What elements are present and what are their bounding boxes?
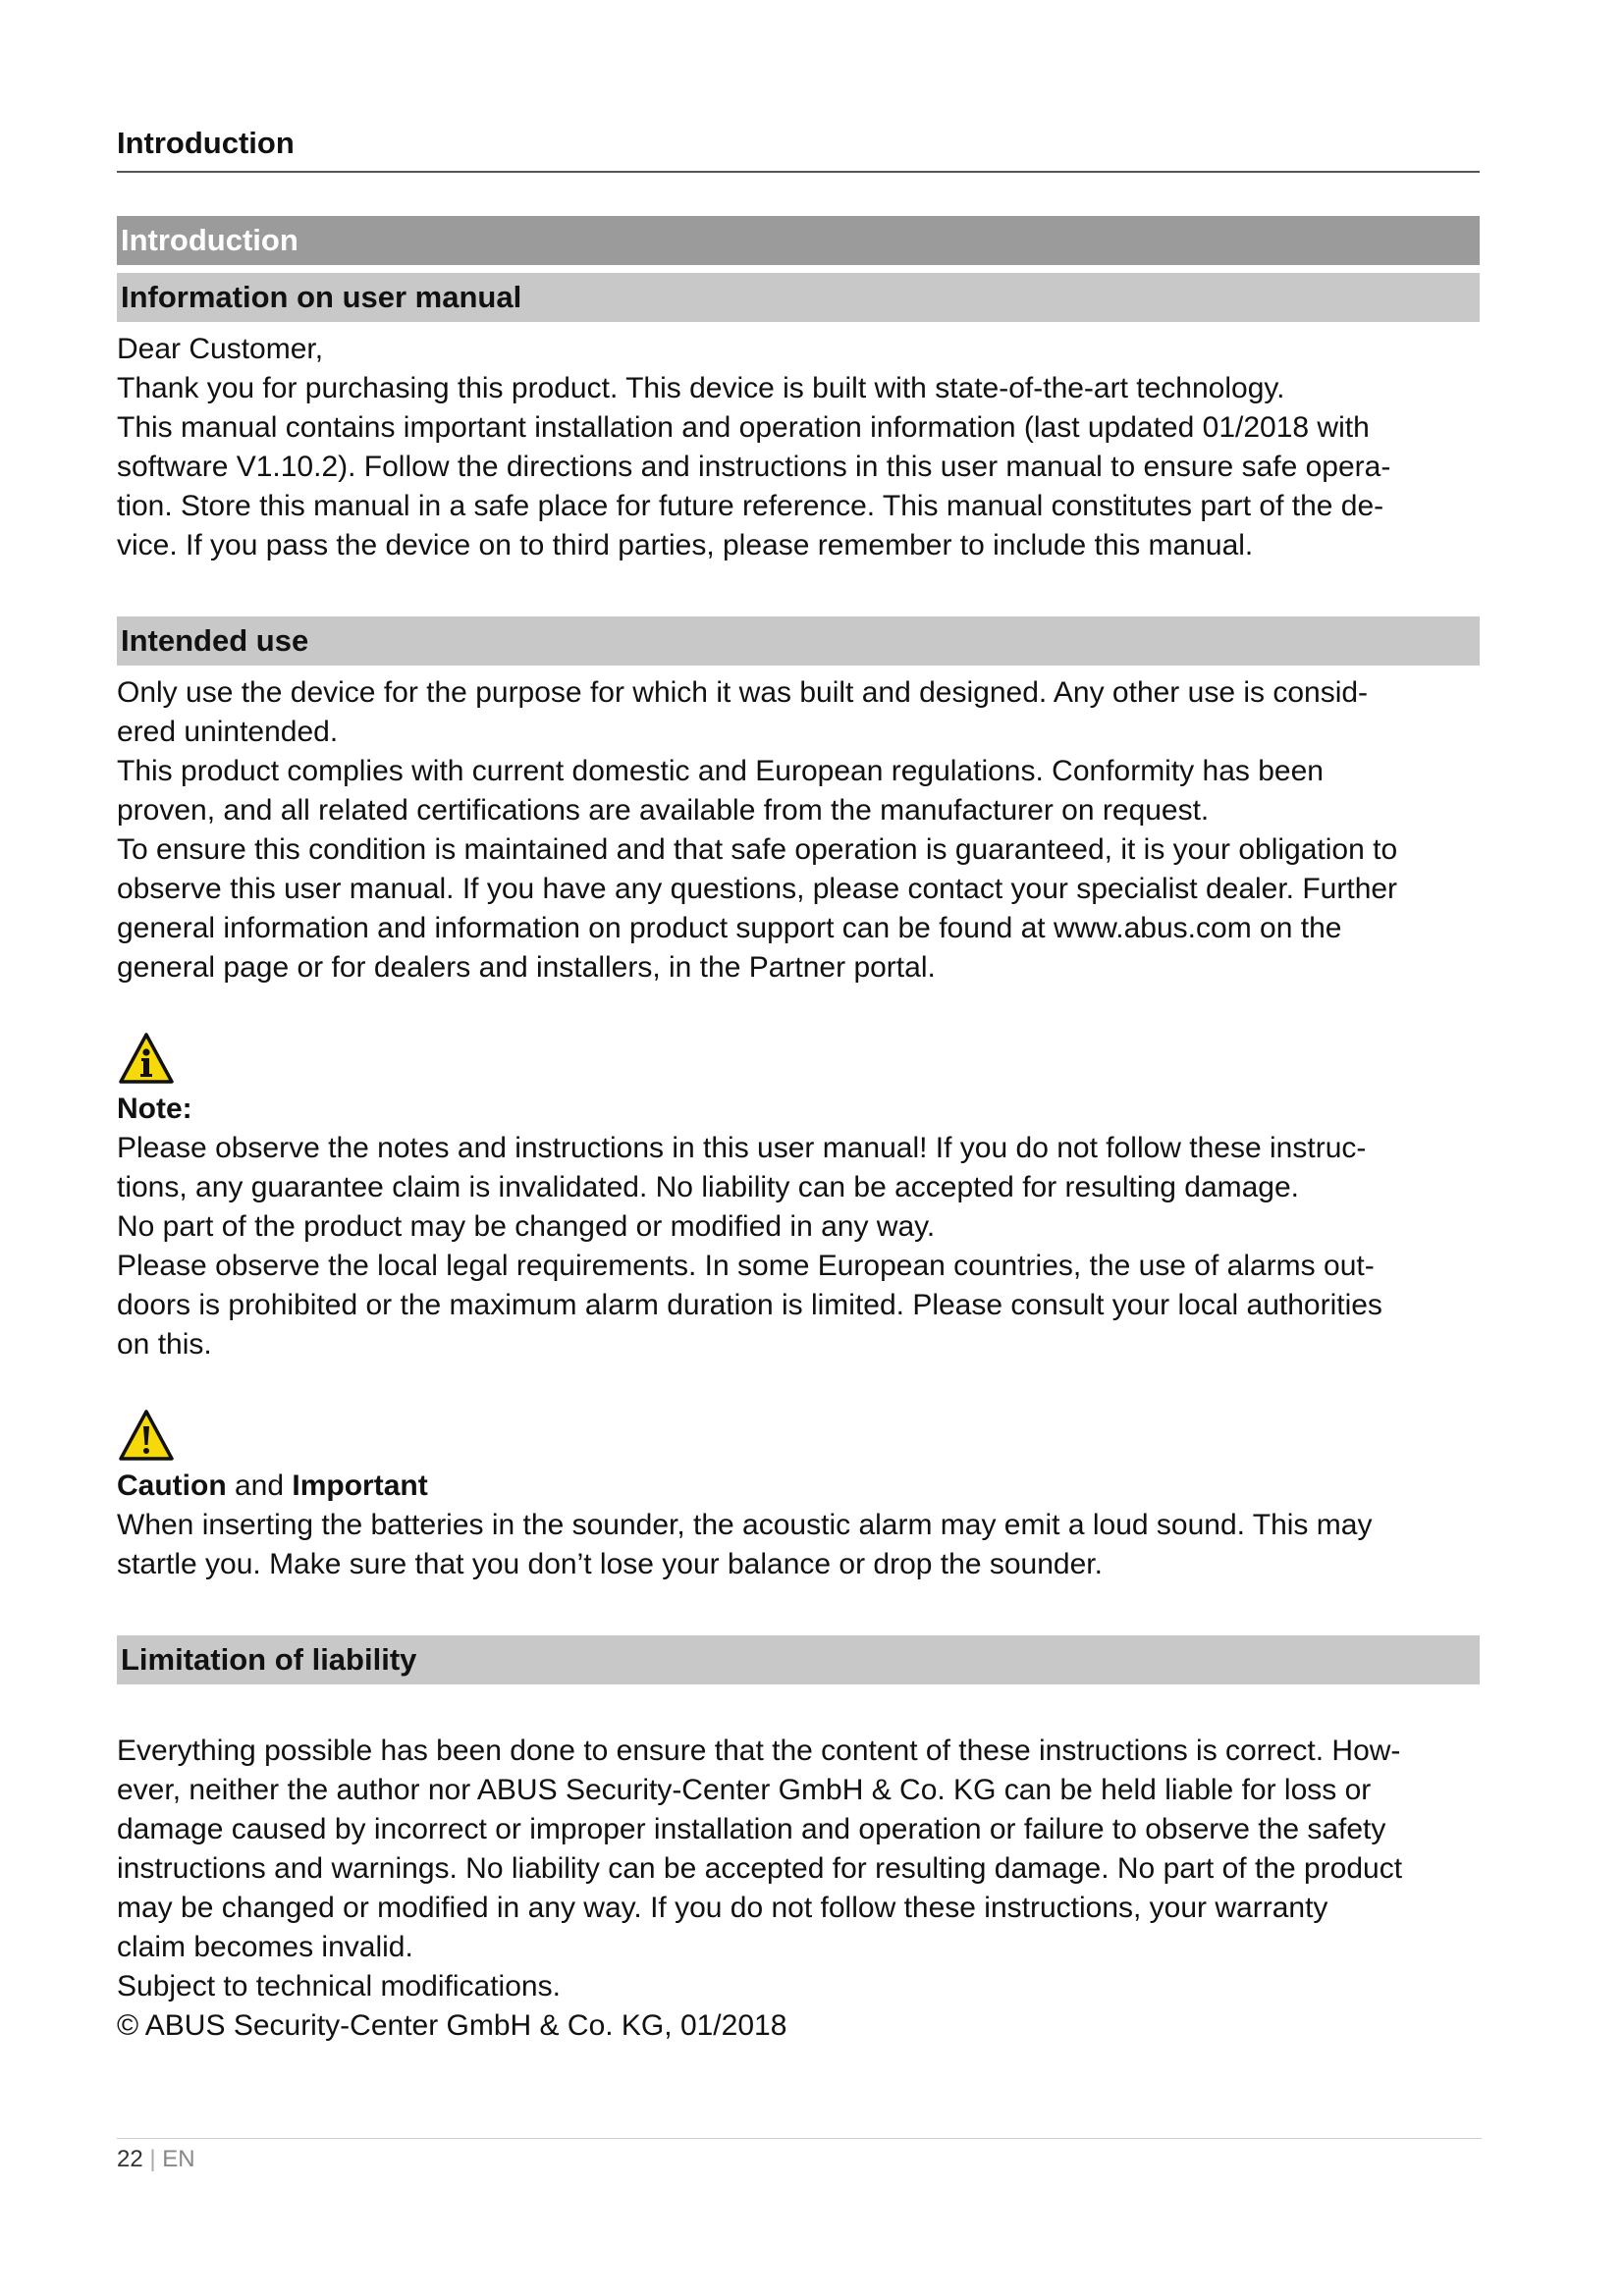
important-word: Important (292, 1469, 428, 1502)
caution-title (117, 1467, 1480, 1506)
text-line: damage caused by incorrect or improper installation and operation or failure to observe the safety (117, 1813, 1386, 1845)
text-line: ever, neither the author nor ABUS Security-Center GmbH & Co. KG can be held liable for loss or (117, 1774, 1372, 1806)
section-title-intended-use: Intended use (117, 616, 1480, 666)
text-line: Dear Customer, (117, 333, 324, 365)
text-line: startle you. Make sure that you don’t lose your balance or drop the sounder. (117, 1548, 1103, 1580)
text-line: general information and information on product support can be found at www.abus.com on the (117, 912, 1342, 944)
text-line: This product complies with current domestic and European regulations. Conformity has been (117, 755, 1324, 787)
page-number: 22 (117, 2146, 143, 2172)
text-line: observe this user manual. If you have any questions, please contact your specialist dealer. Further (117, 873, 1398, 905)
note-text (117, 1129, 1480, 1364)
text-line: on this. (117, 1328, 212, 1361)
text-line: Please observe the local legal requirements. In some European countries, the use of alarms out- (117, 1250, 1375, 1282)
intended-use-text (117, 673, 1480, 988)
footer-separator: | (149, 2146, 156, 2172)
text-line: To ensure this condition is maintained and that safe operation is guaranteed, it is your obligation to (117, 833, 1398, 866)
text-line: general page or for dealers and installers, in the Partner portal. (117, 951, 936, 984)
text-line: may be changed or modified in any way. If you do not follow these instructions, your warranty (117, 1892, 1328, 1924)
text-line: Subject to technical modifications. (117, 1970, 561, 2002)
text-line: vice. If you pass the device on to third parties, please remember to include this manual. (117, 529, 1254, 561)
language-code: EN (162, 2146, 195, 2172)
text-line: claim becomes invalid. (117, 1931, 413, 1963)
info-warning-icon (117, 1031, 176, 1086)
text-line: instructions and warnings. No liability can be accepted for resulting damage. No part of the product (117, 1852, 1403, 1885)
text-line: tion. Store this manual in a safe place for future reference. This manual constitutes part of the de- (117, 490, 1384, 522)
note-title: Note: (117, 1093, 192, 1125)
caution-word: Caution (117, 1469, 227, 1502)
section-title-manual-info: Information on user manual (117, 273, 1480, 322)
text-line: This manual contains important installation and operation information (last updated 01/2018 with (117, 411, 1370, 444)
text-line: Everything possible has been done to ensure that the content of these instructions is correct. How- (117, 1735, 1401, 1767)
text-line: tions, any guarantee claim is invalidated. No liability can be accepted for resulting damage. (117, 1171, 1300, 1203)
text-line: No part of the product may be changed or modified in any way. (117, 1210, 936, 1243)
text-line: Please observe the notes and instructions in this user manual! If you do not follow these instruc- (117, 1132, 1367, 1164)
liability-text (117, 1732, 1480, 2046)
caution-text (117, 1506, 1480, 1584)
text-line: Only use the device for the purpose for which it was built and designed. Any other use is consid- (117, 676, 1369, 709)
page-footer (117, 2138, 1482, 2174)
chapter-title: Introduction (117, 216, 1480, 265)
text-line: ered unintended. (117, 716, 339, 748)
running-header: Introduction (117, 126, 1480, 173)
page (117, 126, 1480, 2046)
section-title-liability: Limitation of liability (117, 1635, 1480, 1684)
text-line: doors is prohibited or the maximum alarm duration is limited. Please consult your local authorities (117, 1289, 1382, 1321)
exclamation-warning-icon (117, 1408, 176, 1463)
text-line: proven, and all related certifications are available from the manufacturer on request. (117, 794, 1210, 827)
text-line: Thank you for purchasing this product. This device is built with state-of-the-art technology. (117, 372, 1285, 404)
text-line: software V1.10.2). Follow the directions and instructions in this user manual to ensure safe opera- (117, 451, 1391, 483)
text-line: When inserting the batteries in the sounder, the acoustic alarm may emit a loud sound. This may (117, 1509, 1373, 1541)
manual-info-text (117, 330, 1480, 565)
copyright-line: © ABUS Security-Center GmbH & Co. KG, 01/2018 (117, 2009, 787, 2042)
caution-and: and (226, 1469, 293, 1502)
